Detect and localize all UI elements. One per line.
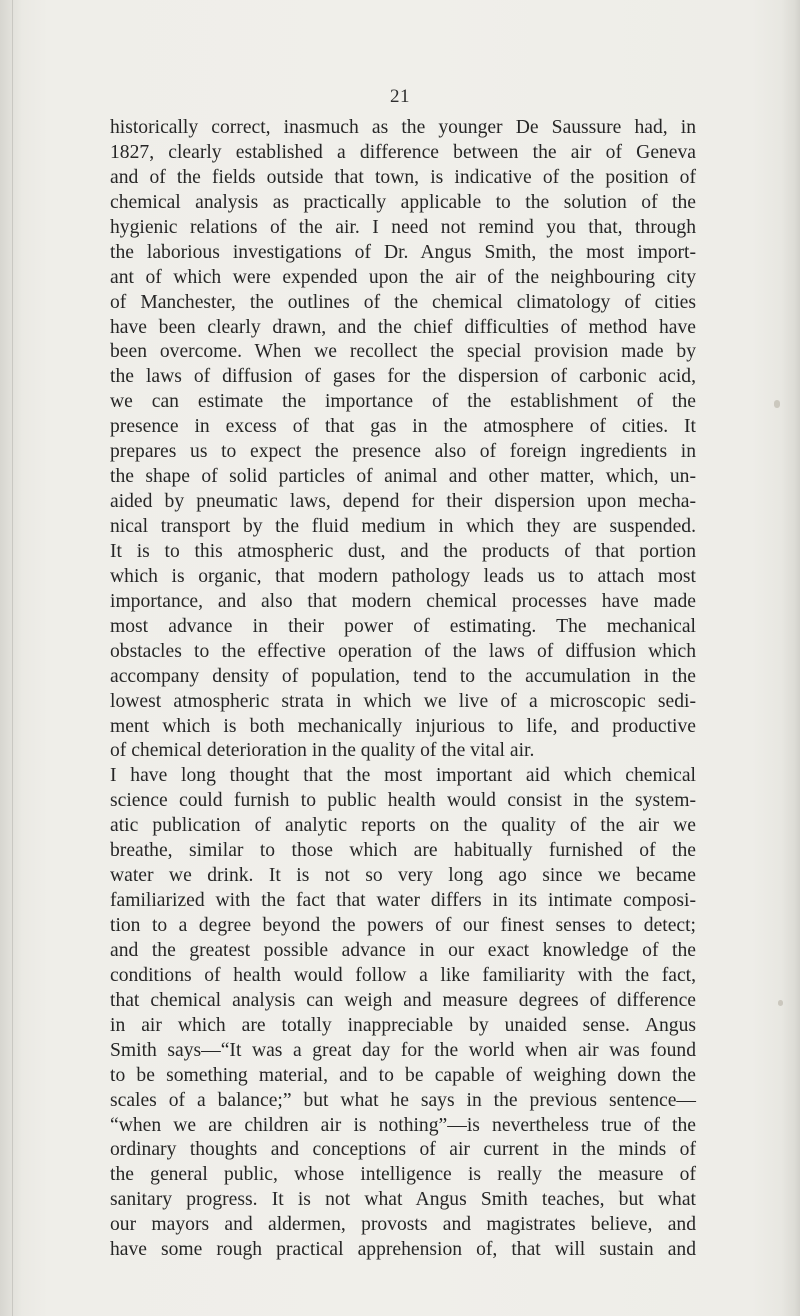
- text-line: prepares us to expect the presence also of foreign ingredients in: [110, 441, 696, 463]
- paper-speck: [778, 1000, 783, 1006]
- paper-speck: [774, 400, 780, 408]
- text-line: in air which are totally inappreciable by unaided sense. Angus: [110, 1014, 696, 1036]
- text-line: and of the fields outside that town, is indicative of the position of: [110, 166, 696, 188]
- text-line: nical transport by the fluid medium in which they are suspended.: [110, 516, 696, 537]
- text-line: ment which is both mechanically injurious to life, and productive: [110, 715, 696, 737]
- text-line: our mayors and aldermen, provosts and magistrates believe, and: [110, 1214, 696, 1236]
- text-line: have some rough practical apprehension of, that will sustain and: [110, 1239, 696, 1261]
- text-line: and the greatest possible advance in our exact knowledge of the: [110, 939, 696, 961]
- text-line: It is to this atmospheric dust, and the products of that portion: [110, 540, 696, 562]
- text-line: scales of a balance;” but what he says in the previous sentence—: [110, 1089, 696, 1111]
- text-line-paragraph-start: I have long thought that the most important aid which chemical: [110, 765, 696, 787]
- text-line: the general public, whose intelligence is really the measure of: [110, 1164, 696, 1186]
- body-text: [110, 116, 696, 1263]
- text-line: importance, and also that modern chemical processes have made: [110, 590, 696, 612]
- text-line: sanitary progress. It is not what Angus Smith teaches, but what: [110, 1189, 696, 1211]
- text-line: aided by pneumatic laws, depend for their dispersion upon mecha-: [110, 491, 696, 513]
- text-line: lowest atmospheric strata in which we live of a microscopic sedi-: [110, 690, 696, 712]
- text-line: “when we are children air is nothing”—is nevertheless true of the: [110, 1114, 696, 1136]
- text-line: accompany density of population, tend to the accumulation in the: [110, 665, 696, 687]
- text-line: tion to a degree beyond the powers of our finest senses to detect;: [110, 915, 696, 936]
- text-line: hygienic relations of the air. I need not remind you that, through: [110, 216, 696, 238]
- text-line: obstacles to the effective operation of the laws of diffusion which: [110, 640, 696, 662]
- page-number: 21: [390, 86, 410, 107]
- text-line: we can estimate the importance of the establishment of the: [110, 391, 696, 413]
- text-line: to be something material, and to be capable of weighing down the: [110, 1064, 696, 1086]
- text-line: have been clearly drawn, and the chief difficulties of method have: [110, 316, 696, 338]
- text-line: most advance in their power of estimating. The mechanical: [110, 615, 696, 637]
- text-line: the laborious investigations of Dr. Angus Smith, the most import-: [110, 241, 696, 263]
- text-line: that chemical analysis can weigh and measure degrees of difference: [110, 989, 696, 1011]
- text-line: breathe, similar to those which are habitually furnished of the: [110, 840, 696, 862]
- text-line: presence in excess of that gas in the atmosphere of cities. It: [110, 416, 696, 438]
- text-line: atic publication of analytic reports on the quality of the air we: [110, 815, 696, 837]
- text-line: familiarized with the fact that water differs in its intimate composi-: [110, 890, 696, 912]
- text-line: historically correct, inasmuch as the younger De Saussure had, in: [110, 117, 696, 138]
- text-line: chemical analysis as practically applicable to the solution of the: [110, 191, 696, 213]
- text-line: been overcome. When we recollect the special provision made by: [110, 341, 696, 363]
- binding-edge: [0, 0, 22, 1316]
- text-line: conditions of health would follow a like familiarity with the fact,: [110, 964, 696, 986]
- text-line-paragraph-end: of chemical deterioration in the quality of the vital air.: [110, 740, 535, 762]
- text-line: of Manchester, the outlines of the chemical climatology of cities: [110, 291, 696, 313]
- text-line: Smith says—“It was a great day for the world when air was found: [110, 1039, 696, 1061]
- text-line: ordinary thoughts and conceptions of air current in the minds of: [110, 1139, 696, 1161]
- text-line: water we drink. It is not so very long ago since we became: [110, 865, 696, 887]
- text-line: the shape of solid particles of animal and other matter, which, un-: [110, 466, 696, 488]
- text-line: ant of which were expended upon the air of the neighbouring city: [110, 266, 696, 288]
- text-line: which is organic, that modern pathology leads us to attach most: [110, 565, 696, 587]
- text-line: science could furnish to public health would consist in the system-: [110, 790, 696, 812]
- text-line: 1827, clearly established a difference between the air of Geneva: [110, 141, 696, 163]
- page-edge-right: [782, 0, 800, 1316]
- text-line: the laws of diffusion of gases for the dispersion of carbonic acid,: [110, 366, 696, 388]
